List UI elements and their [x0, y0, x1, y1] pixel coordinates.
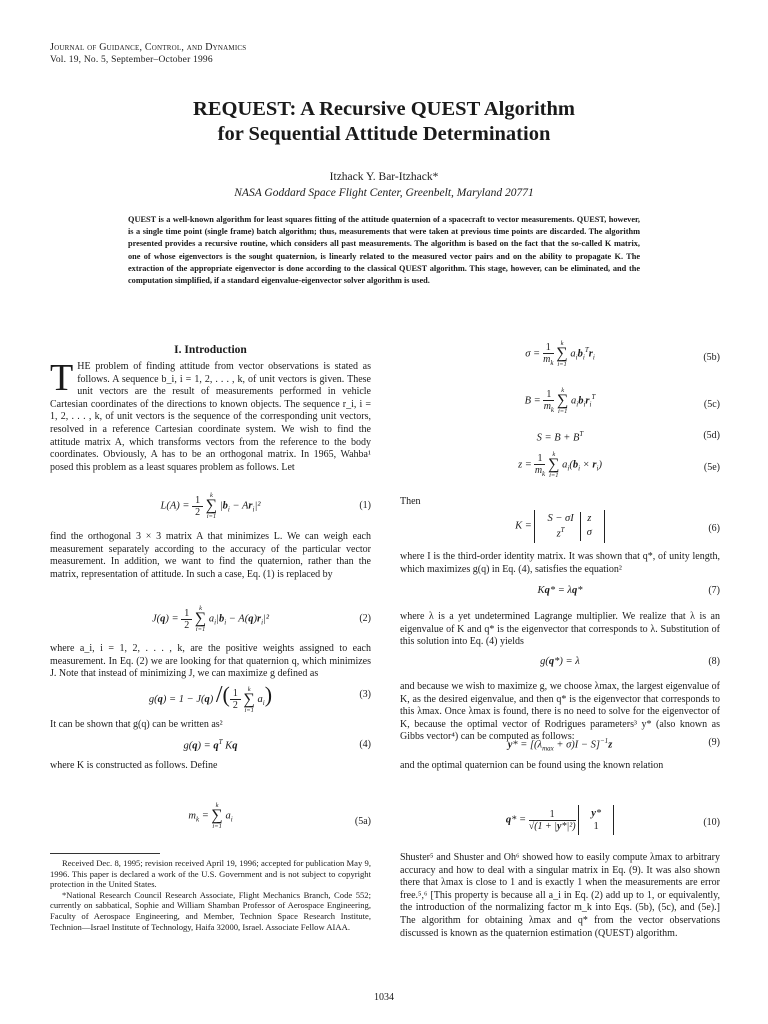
journal-header: [50, 42, 246, 66]
equation-9-number: (9): [708, 737, 720, 748]
equation-5a-number: (5a): [354, 816, 371, 827]
equation-9: [400, 737, 720, 753]
intro-paragraph-1: [50, 357, 371, 474]
equation-2-number: (2): [359, 613, 371, 624]
equation-2-body: J(q) = $\frac{1}{2}$ k ∑ i=1 $a_i|b_i - A(q)r_i|^2$: [151, 605, 270, 633]
equation-5d-body: $S = B + B^T$: [536, 430, 584, 444]
equation-8-body: g(q*) = λ: [540, 656, 580, 667]
equation-4: [50, 738, 371, 756]
equation-5c: [400, 387, 720, 425]
page-number: 1034: [374, 992, 394, 1003]
footnote: [50, 858, 371, 932]
journal-issue: Vol. 19, No. 5, September–October 1996: [50, 55, 213, 65]
body-paragraph-r1: where I is the third-order identity matrix. It was shown that q*, of unity length, which maximizes g(q) in Eq. (4), satisfies the equation²: [400, 551, 720, 575]
body-paragraph-r5: Shuster⁵ and Shuster and Oh⁶ showed how to easily compute λmax to arbitrary accuracy and how to deal with a singular matrix in Eq. (9). It was also shown there that λmax is close to 1 and is exactly 1 when the measurements are error free.⁵,⁶ [This property is because all a_i in Eq. (2) add up to 1, or equivalently, the introduction of the normalizing factor m_k into Eqs. (5b), (5c), and (5e).] The algorithm for obtaining λmax and q* from the vector observations discussed is known as the quaternion estimation (QUEST) algorithm.: [400, 852, 720, 939]
equation-5a-body: $m_k$ = k ∑ i=1 $a_i$: [188, 802, 233, 830]
author: Itzhack Y. Bar-Itzhack*: [329, 171, 439, 183]
body-paragraph-r4: and the optimal quaternion can be found using the known relation: [400, 760, 664, 771]
equation-4-body: $g(q) = q^T$ Kq: [183, 738, 238, 752]
q-vector: y* 1: [578, 805, 614, 835]
equation-6-number: (6): [708, 523, 720, 534]
equation-6: [400, 510, 720, 548]
abstract: QUEST is a well-known algorithm for least squares fitting of the attitude quaternion of a spacecraft to vector measurements. QUEST, however, is a single time point (single frame) batch algorithm; thus, measurements that were taken at previous time points are discarded. The algorithm presented provides a recursive routine, which considers all past measurements. The algorithm is based on the fact that the so-called K matrix, one of whose eigenvectors is the sought quaternion, is linearly related to the measured vector pairs and on the ability to propagate K. The extraction of the appropriate eigenvector is done according to the classical QUEST algorithm. This stage, however, can be eliminated, and the computation simplified, if a standard eigenvalue-eigenvector solver algorithm is used.: [128, 215, 640, 286]
equation-6-body: K = S − σI z $z^T$ σ: [400, 510, 720, 543]
equation-7-number: (7): [708, 585, 720, 596]
equation-5a: [50, 802, 371, 840]
equation-3: [50, 677, 371, 717]
affiliation: NASA Goddard Space Flight Center, Greenbelt, Maryland 20771: [234, 187, 534, 199]
intro-paragraph-4: It can be shown that g(q) can be written as²: [50, 719, 223, 730]
journal-name: Journal of Guidance, Control, and Dynamics: [50, 42, 247, 53]
footnote-rule: [50, 853, 160, 854]
equation-2: [50, 605, 371, 635]
drop-cap: T: [50, 357, 74, 399]
body-paragraph-r3: and because we wish to maximize g, we choose λmax, the largest eigenvalue of K, as the desired eigenvalue, and then q* is the eigenvector that corresponds to this λmax. Once λmax is found, there is no need to solve for the eigenvector of K, because the optimal vector of Rodrigues parameters³ y* (also known as Gibbs vector⁴) can be computed as follows:: [400, 681, 720, 743]
then-label: Then: [400, 496, 421, 507]
equation-5e: [400, 451, 720, 489]
title-line-1: REQUEST: A Recursive QUEST Algorithm: [193, 98, 575, 120]
equation-7: [400, 585, 720, 601]
paper-title: [0, 97, 768, 147]
intro-text-1: HE problem of finding attitude from vector observations is stated as follows. A sequence b_i, i = 1, 2, . . . , k, of unit vectors is given. These unit vectors are the result of measurements performed in vehicle Cartesian coordinates of the directions to known objects. The sequence r_i, i = 1, 2, . . . , k, of unit vectors is the sequence of the corresponding unit vectors, resolved in a reference Cartesian coordinate system. We wish to find the attitude matrix A, which transforms vectors from the reference to the body coordinates. Obviously, A has to be an orthogonal matrix. In 1965, Wahba¹ posed this problem as a least squares problem as follows. Let: [50, 361, 371, 473]
equation-5e-number: (5e): [703, 462, 720, 473]
equation-1: [50, 492, 371, 522]
equation-3-body: g(q) = 1 − J(q) /( $\frac{1}{2}$ k ∑ i=1 $a_i$): [148, 682, 273, 714]
equation-9-body: $y* = [(\lambda_{max} + \sigma)I - S]^{-1}z$: [507, 737, 613, 753]
equation-4-number: (4): [359, 739, 371, 750]
equation-1-body: L(A) = $\frac{1}{2}$ k ∑ i=1 $|b_i - Ar_i|^2$: [160, 492, 261, 520]
body-paragraph-r2: where λ is a yet undetermined Lagrange multiplier. We realize that λ is an eigenvalue of K and q* is the eigenvector that corresponds to λ. Substitution of this solution into Eq. (4) yields: [400, 611, 720, 648]
equation-10-number: (10): [703, 817, 720, 828]
equation-5d-number: (5d): [703, 430, 720, 441]
equation-10: [400, 805, 720, 845]
equation-5c-number: (5c): [703, 399, 720, 410]
equation-8: [400, 656, 720, 672]
intro-paragraph-5: where K is constructed as follows. Define: [50, 760, 218, 771]
equation-5b-body: σ = $\frac{1}{m_k}$ k ∑ i=1 $a_ib_i^Tr_i$: [525, 340, 595, 368]
equation-5c-body: B = $\frac{1}{m_k}$ k ∑ i=1 $a_ib_ir_i^T$: [524, 387, 596, 415]
section-heading-wrap: [50, 344, 371, 357]
section-heading: I. Introduction: [174, 344, 247, 356]
equation-1-number: (1): [359, 500, 371, 511]
k-matrix: S − σI z $z^T$ σ: [534, 510, 604, 543]
equation-5e-body: z = $\frac{1}{m_k}$ k ∑ i=1 $a_i(b_i \times r_i)$: [518, 451, 602, 479]
intro-paragraph-3: where a_i, i = 1, 2, . . . , k, are the positive weights assigned to each measurement. In Eq. (2) we are looking for that quaternion q, which minimizes J. Note that instead of minimizing J, we can maximize g defined as: [50, 643, 371, 680]
equation-5b: [400, 340, 720, 378]
footnote-received: Received Dec. 8, 1995; revision received April 19, 1996; accepted for publication May 9, 1996. This paper is declared a work of the U.S. Government and is not subject to copyright protection in the United States.: [50, 858, 371, 890]
equation-10-body: q* = $\frac{1}{\text{√(1 + |y*|²)}}$ y* 1: [400, 805, 720, 835]
footnote-author: *National Research Council Research Associate, Flight Mechanics Branch, Code 552; currently on sabbatical, Sophie and William Shamban Professor of Aerospace Engineering, Faculty of Aerospace Engineering, and Member, Technion Space Research Institute, Technion—Israel Institute of Technology, Haifa 32000, Israel. Associate Fellow AIAA.: [50, 889, 371, 932]
equation-8-number: (8): [708, 656, 720, 667]
intro-paragraph-2: find the orthogonal 3 × 3 matrix A that minimizes L. We can weigh each measurement separately according to the accuracy of the particular vector measurement. In addition, we want to find the quaternion, rather than the matrix, representation of attitude. In such a case, Eq. (1) is replaced by: [50, 531, 371, 580]
equation-5d: [400, 430, 720, 446]
equation-7-body: Kq* = λq*: [537, 585, 583, 596]
title-line-2: for Sequential Attitude Determination: [217, 123, 551, 145]
equation-3-number: (3): [359, 689, 371, 700]
equation-5b-number: (5b): [703, 352, 720, 363]
